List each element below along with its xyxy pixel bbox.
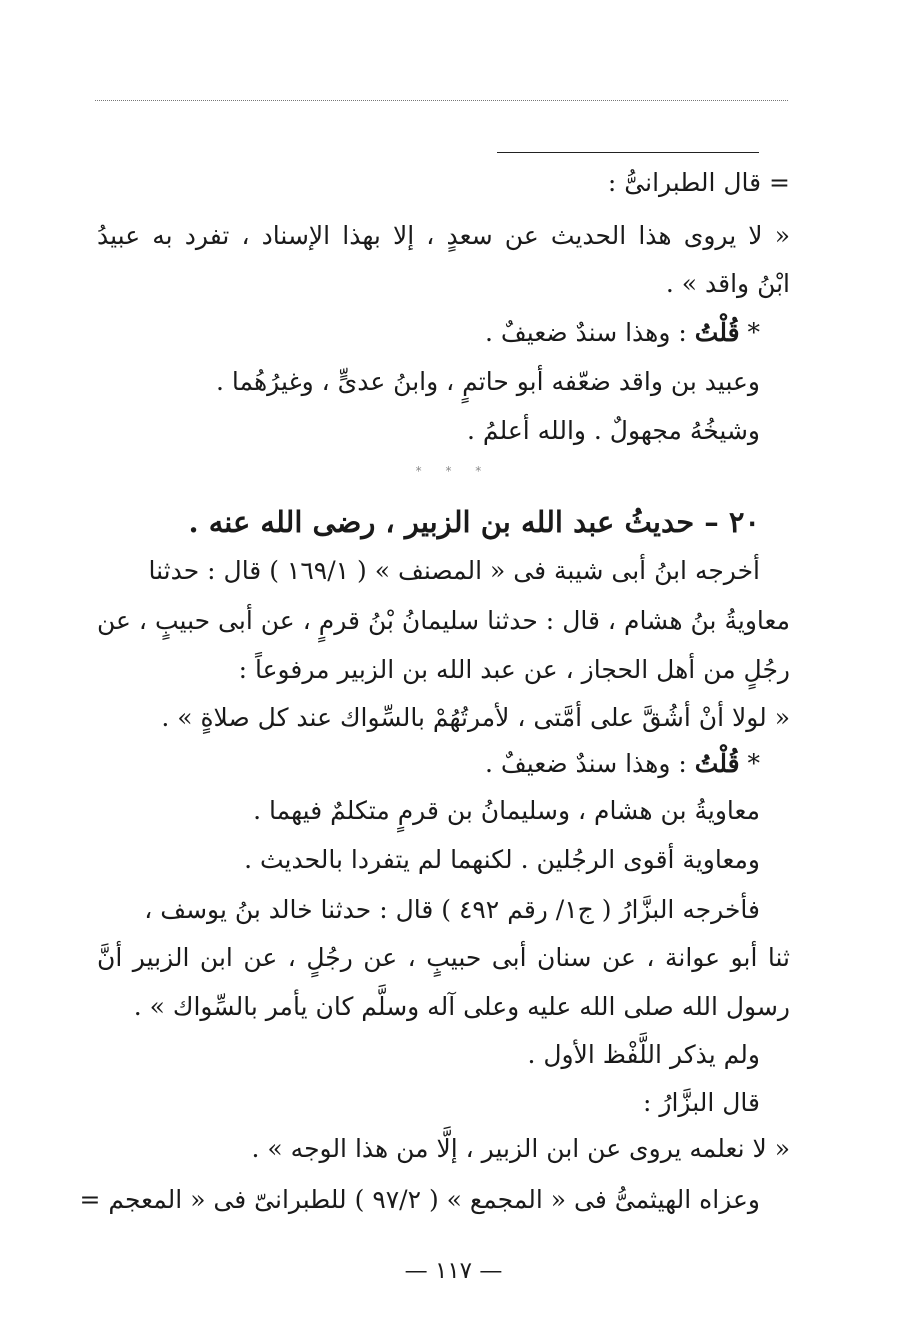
header-dotted-rule xyxy=(95,100,788,101)
asterisk-mark: * xyxy=(747,318,760,347)
footnote-line-2: « لا يروى هذا الحديث عن سعدٍ ، إلا بهذا الإسناد ، تفرد به عبيدُ xyxy=(97,221,790,250)
qultu-label: قُلْتُ xyxy=(694,318,740,347)
footnote-line-6: وشيخُهُ مجهولٌ . والله أعلمُ . xyxy=(467,416,760,445)
body-line-13: « لا نعلمه يروى عن ابن الزبير ، إلَّا من هذا الوجه » . xyxy=(251,1134,790,1163)
body-line-6: معاويةُ بن هشام ، وسليمانُ بن قرمٍ متكلمٌ فيهما . xyxy=(253,796,760,825)
footnote-line-4-text: : وهذا سندٌ ضعيفٌ . xyxy=(485,318,687,347)
page-number: — ١١٧ — xyxy=(404,1258,503,1284)
body-line-12: قال البزَّارُ : xyxy=(643,1088,760,1117)
body-line-1: أخرجه ابنُ أبى شيبة فى « المصنف » ( ١٦٩/١ ) قال : حدثنا xyxy=(148,556,760,585)
body-line-10: رسول الله صلى الله عليه وعلى آله وسلَّم كان يأمر بالسِّواك » . xyxy=(133,992,790,1021)
qultu-label: قُلْتُ xyxy=(694,749,740,778)
body-line-5 xyxy=(485,744,760,784)
section-separator: * * * xyxy=(415,464,492,478)
footnote-line-5: وعبيد بن واقد ضعّفه أبو حاتمٍ ، وابنُ عدىٍّ ، وغيرُهُما . xyxy=(216,367,760,396)
footnote-separator-rule xyxy=(497,152,759,153)
footnote-line-3: ابْنُ واقد » . xyxy=(665,269,790,298)
asterisk-mark: * xyxy=(747,749,760,778)
section-heading: ٢٠ – حديثُ عبد الله بن الزبير ، رضى الله عنه . xyxy=(188,505,760,539)
body-line-14: وعزاه الهيثمىُّ فى « المجمع » ( ٩٧/٢ ) للطبرانىّ فى « المعجم = xyxy=(79,1185,760,1214)
body-line-3: رجُلٍ من أهل الحجاز ، عن عبد الله بن الزبير مرفوعاً : xyxy=(238,655,790,684)
footnote-line-4 xyxy=(485,313,760,353)
body-line-11: ولم يذكر اللَّفْظ الأول . xyxy=(527,1040,760,1069)
body-line-5-text: : وهذا سندٌ ضعيفٌ . xyxy=(485,749,687,778)
body-line-4: « لولا أنْ أشُقَّ على أمَّتى ، لأمرتُهُمْ بالسِّواك عند كل صلاةٍ » . xyxy=(161,703,790,732)
body-line-7: ومعاوية أقوى الرجُلين . لكنهما لم يتفردا بالحديث . xyxy=(244,845,760,874)
body-line-8: فأخرجه البزَّارُ ( ج١/ رقم ٤٩٢ ) قال : حدثنا خالد بنُ يوسف ، xyxy=(144,895,760,924)
body-line-2: معاويةُ بنُ هشام ، قال : حدثنا سليمانُ بْنُ قرمٍ ، عن أبى حبيبٍ ، عن xyxy=(97,606,790,635)
body-line-9: ثنا أبو عوانة ، عن سنان أبى حبيبٍ ، عن رجُلٍ ، عن ابن الزبير أنَّ xyxy=(97,943,790,972)
footnote-line-1: = قال الطبرانىُّ : xyxy=(607,168,790,197)
